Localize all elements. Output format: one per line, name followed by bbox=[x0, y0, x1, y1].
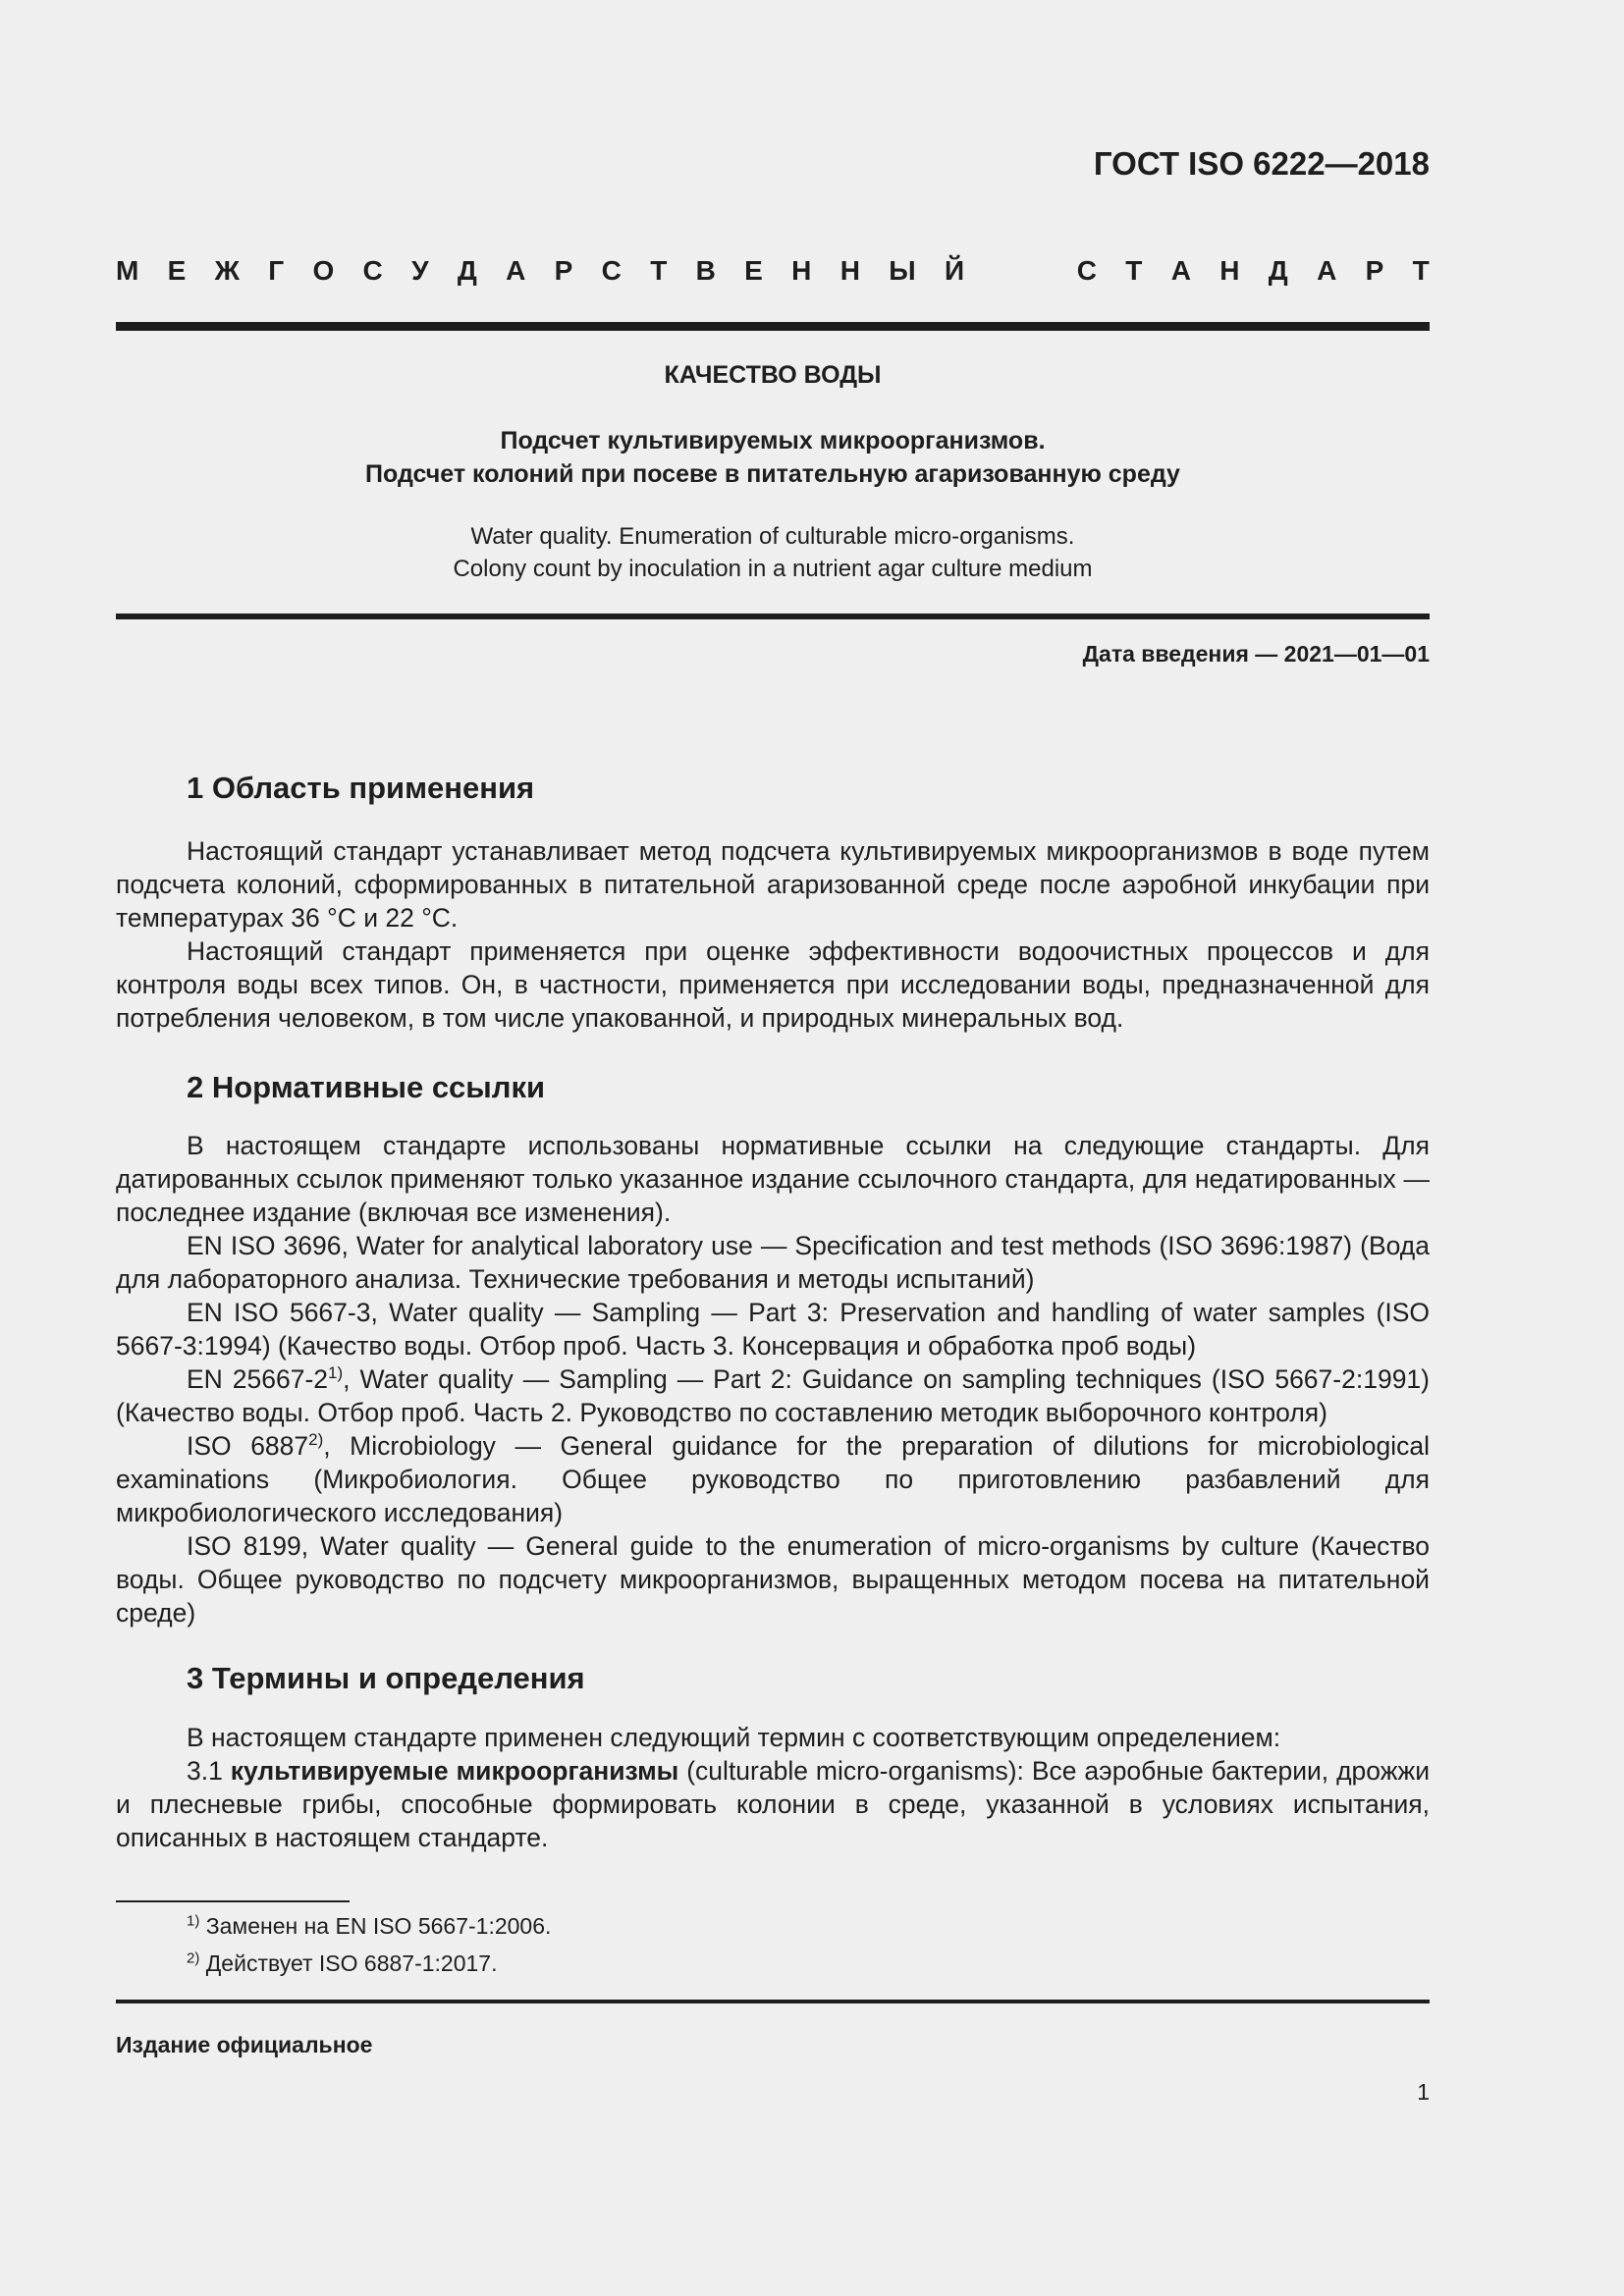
document-code: ГОСТ ISO 6222—2018 bbox=[1093, 145, 1430, 182]
banner-letter: Т bbox=[650, 255, 668, 286]
section-2-body bbox=[116, 1129, 1430, 1629]
term-text: (culturable micro-organisms): Все аэробные бактерии, дрожжи и плесневые грибы, способные формировать колонии в среде, указанной в условиях испытания, описанных в настоящем стандарте. bbox=[116, 1756, 1430, 1852]
banner-letter: Р bbox=[554, 255, 573, 286]
banner-letter: Н bbox=[839, 255, 860, 286]
banner-letter: Н bbox=[1219, 255, 1240, 286]
banner-letter: А bbox=[1317, 255, 1337, 286]
banner-letter: Г bbox=[268, 255, 285, 286]
footnote-ref: 2) bbox=[308, 1430, 324, 1450]
section-2-title: 2 Нормативные ссылки bbox=[187, 1070, 546, 1104]
banner-letter: У bbox=[411, 255, 429, 286]
term-number: 3.1 bbox=[187, 1756, 231, 1786]
english-title bbox=[116, 520, 1430, 585]
interstate-standard-banner bbox=[116, 255, 1430, 287]
footnote-mark: 1) bbox=[187, 1912, 200, 1930]
page-number: 1 bbox=[1417, 2079, 1430, 2105]
banner-letter: О bbox=[312, 255, 335, 286]
banner-letter: Т bbox=[1412, 255, 1430, 286]
banner-letter: Й bbox=[944, 255, 965, 286]
reference-text: , Microbiology — General guidance for the preparation of dilutions for microbiological examinations (Микробиология. Общее руководство по приготовлению разбавлений для микробиологического исследования) bbox=[116, 1431, 1431, 1527]
banner-letter: А bbox=[506, 255, 526, 286]
banner-letter: Ы bbox=[889, 255, 916, 286]
banner-letter: Д bbox=[457, 255, 477, 286]
footnote bbox=[187, 1945, 551, 1982]
reference-item: EN ISO 5667-3, Water quality — Sampling — Part 3: Preservation and handling of water samples (ISO 5667-3:1994) (Качество воды. Отбор проб. Часть 3. Консервация и обработка проб воды) bbox=[116, 1298, 1430, 1361]
section-3-body bbox=[116, 1721, 1430, 1854]
reference-item bbox=[116, 1429, 1430, 1529]
footnote-text: Заменен на EN ISO 5667-1:2006. bbox=[205, 1913, 552, 1939]
section-1-body bbox=[116, 834, 1430, 1035]
banner-letter: В bbox=[695, 255, 716, 286]
footnote-mark: 2) bbox=[187, 1949, 200, 1967]
term-definition bbox=[116, 1754, 1430, 1854]
section-1-paragraph: Настоящий стандарт устанавливает метод подсчета культивируемых микроорганизмов в воде путем подсчета колоний, сформированных в питательной агаризованной среде после аэробной инкубации при температурах 36 °С и 22 °С. bbox=[116, 836, 1430, 933]
main-title: КАЧЕСТВО ВОДЫ bbox=[664, 361, 882, 389]
reference-code: EN 25667-2 bbox=[187, 1364, 329, 1394]
banner-letter: Р bbox=[1365, 255, 1384, 286]
section-1-title: 1 Область применения bbox=[187, 771, 535, 805]
bottom-rule bbox=[116, 2000, 1430, 2003]
official-edition-label: Издание официальное bbox=[116, 2032, 373, 2057]
footnote bbox=[187, 1907, 551, 1945]
term-name: культивируемые микроорганизмы bbox=[230, 1756, 679, 1786]
section-3-paragraph: В настоящем стандарте применен следующий термин с соответствующим определением: bbox=[187, 1723, 1281, 1752]
introduction-date: Дата введения — 2021—01—01 bbox=[1082, 641, 1430, 667]
subtitle-line-1: Подсчет культивируемых микроорганизмов. bbox=[500, 427, 1046, 454]
banner-letter: Т bbox=[1125, 255, 1143, 286]
banner-letter: С bbox=[362, 255, 383, 286]
reference-item: ISO 8199, Water quality — General guide to the enumeration of micro-organisms by culture (Качество воды. Общее руководство по подсчету микроорганизмов, выращенных методом посева на питательной среде) bbox=[116, 1531, 1430, 1628]
reference-code: ISO 6887 bbox=[187, 1431, 309, 1461]
banner-letter: Е bbox=[744, 255, 763, 286]
section-3-title: 3 Термины и определения bbox=[187, 1661, 585, 1695]
english-title-line-2: Colony count by inoculation in a nutrient agar culture medium bbox=[453, 556, 1093, 582]
footnote-separator bbox=[116, 1900, 350, 1902]
footnotes bbox=[187, 1907, 551, 1982]
banner-letter: Д bbox=[1268, 255, 1288, 286]
section-2-paragraph: В настоящем стандарте использованы нормативные ссылки на следующие стандарты. Для датированных ссылок применяют только указанное издание ссылочного стандарта, для недатированных — последнее издание (включая все изменения). bbox=[116, 1131, 1430, 1227]
banner-letter: Н bbox=[791, 255, 812, 286]
footnote-text: Действует ISO 6887-1:2017. bbox=[205, 1950, 498, 1976]
reference-item: EN ISO 3696, Water for analytical laboratory use — Specification and test methods (ISO 3696:1987) (Вода для лабораторного анализа. Технические требования и методы испытаний) bbox=[116, 1231, 1430, 1294]
banner-letter: М bbox=[116, 255, 139, 286]
banner-letter: Ж bbox=[214, 255, 240, 286]
subtitle bbox=[116, 424, 1430, 491]
banner-letter: А bbox=[1170, 255, 1191, 286]
reference-item bbox=[116, 1362, 1430, 1429]
top-rule bbox=[116, 322, 1430, 331]
banner-word-gap bbox=[993, 255, 1048, 287]
section-1-paragraph: Настоящий стандарт применяется при оценке эффективности водоочистных процессов и для контроля воды всех типов. Он, в частности, применяется при исследовании воды, предназначенной для потребления человеком, в том числе упакованной, и природных минеральных вод. bbox=[116, 936, 1430, 1033]
middle-rule bbox=[116, 614, 1430, 619]
banner-letter: С bbox=[1076, 255, 1097, 286]
reference-text: , Water quality — Sampling — Part 2: Guidance on sampling techniques (ISO 5667-2:1991) (Качество воды. Отбор проб. Часть 2. Руководство по составлению методик выборочного контроля) bbox=[116, 1364, 1430, 1427]
english-title-line-1: Water quality. Enumeration of culturable micro-organisms. bbox=[470, 523, 1075, 550]
banner-letter: С bbox=[601, 255, 622, 286]
footnote-ref: 1) bbox=[328, 1363, 344, 1383]
subtitle-line-2: Подсчет колоний при посеве в питательную агаризованную среду bbox=[365, 460, 1180, 488]
banner-letter: Е bbox=[167, 255, 187, 286]
